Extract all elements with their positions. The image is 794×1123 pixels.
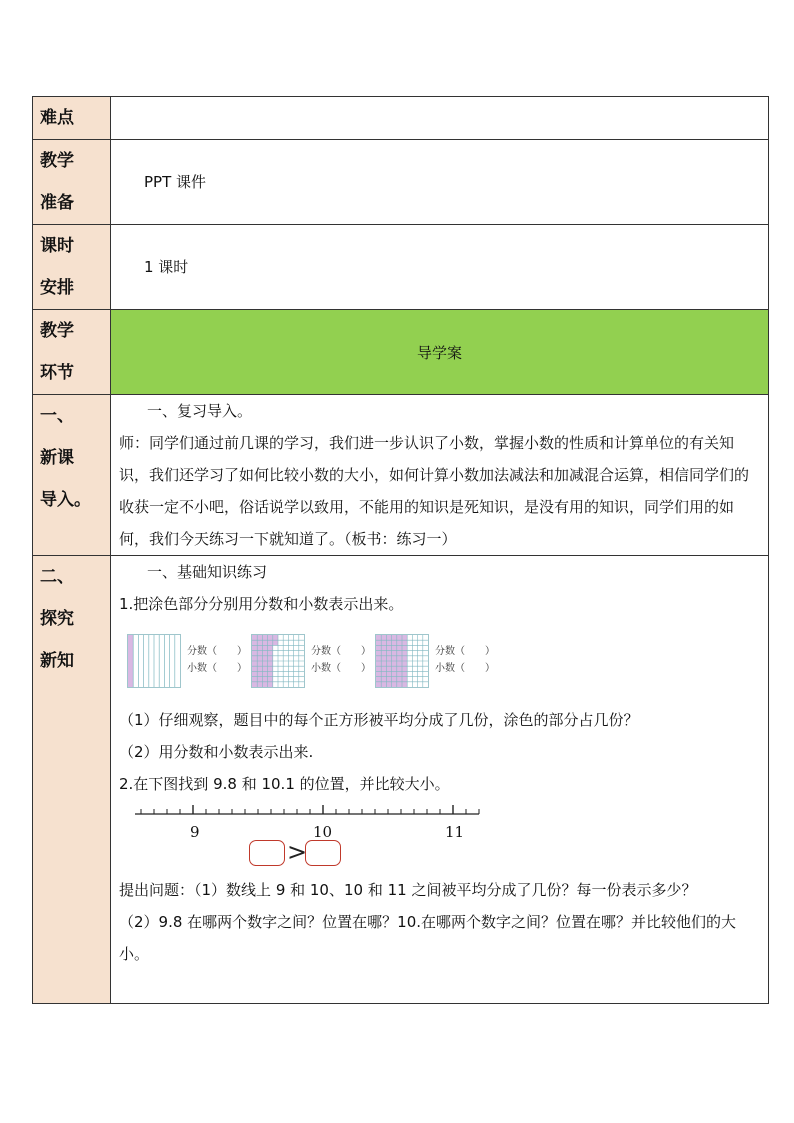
shaded-cell (386, 666, 391, 671)
shaded-cell (386, 671, 391, 676)
compare-area (249, 840, 359, 870)
shaded-cell (376, 651, 381, 656)
shaded-cell (252, 682, 257, 687)
label-stage: 教学 环节 (33, 310, 111, 395)
shaded-cell (381, 656, 386, 661)
shaded-cell (402, 640, 407, 645)
shaded-cell (268, 661, 273, 666)
shaded-cell (392, 661, 397, 666)
shaded-cell (386, 645, 391, 650)
question-3: 提出问题：（1）数线上 9 和 10、10 和 11 之间被平均分成了几份？每一份表示多少？ (119, 881, 697, 899)
shaded-cell (376, 671, 381, 676)
shaded-cell (252, 677, 257, 682)
grid-2-decimal-label: 小数（ ） (311, 663, 371, 674)
shaded-cell (262, 682, 267, 687)
shaded-cell (376, 635, 381, 640)
greater-than-symbol: > (287, 838, 308, 866)
shaded-cell (397, 651, 402, 656)
shaded-cell (386, 640, 391, 645)
shaded-cell (252, 661, 257, 666)
shaded-cell (392, 671, 397, 676)
label-schedule: 课时 安排 (33, 225, 111, 310)
shaded-cell (376, 666, 381, 671)
shaded-cell (392, 635, 397, 640)
shaded-cell (392, 645, 397, 650)
shaded-cell (397, 645, 402, 650)
shaded-cell (386, 661, 391, 666)
shaded-cell (381, 671, 386, 676)
shaded-cell (386, 677, 391, 682)
shaded-cell (268, 635, 273, 640)
shaded-cell (402, 661, 407, 666)
shaded-cell (397, 656, 402, 661)
shaded-cell (392, 666, 397, 671)
shaded-cell (376, 677, 381, 682)
shaded-cell (268, 671, 273, 676)
label-difficulty: 难点 (33, 97, 111, 140)
shaded-cell (392, 640, 397, 645)
shaded-cell (262, 677, 267, 682)
shaded-cell (402, 651, 407, 656)
shaded-cell (252, 666, 257, 671)
shaded-cell (268, 645, 273, 650)
shaded-cell (262, 656, 267, 661)
shaded-cell (252, 645, 257, 650)
grid-3-fraction-label: 分数（ ） (435, 646, 495, 657)
shaded-cell (268, 651, 273, 656)
grid-square-1 (127, 634, 181, 688)
number-line-figure (119, 800, 760, 874)
shaded-cell (386, 651, 391, 656)
grid-figure (119, 624, 760, 696)
shaded-cell (376, 682, 381, 687)
label-intro: 一、 新课 导入。 (33, 395, 111, 556)
prep-content: PPT 课件 (111, 140, 769, 225)
shaded-cell (257, 651, 262, 656)
shaded-cell (402, 666, 407, 671)
shaded-cell (262, 645, 267, 650)
shaded-cell (386, 635, 391, 640)
intro-heading: 一、复习导入。 (147, 402, 253, 420)
shaded-cell (252, 651, 257, 656)
shaded-cell (262, 661, 267, 666)
shaded-cell (257, 645, 262, 650)
compare-box-right[interactable] (305, 840, 341, 866)
shaded-cell (257, 656, 262, 661)
grid-1-fraction-label: 分数（ ） (187, 646, 247, 657)
number-line-label-9: 9 (190, 823, 200, 841)
shaded-cell (262, 635, 267, 640)
shaded-cell (376, 661, 381, 666)
explore-content (111, 556, 769, 1004)
schedule-content: 1 课时 (111, 225, 769, 310)
shaded-cell (386, 682, 391, 687)
number-line-label-10: 10 (313, 823, 333, 841)
shaded-cell (268, 682, 273, 687)
shaded-cell (257, 640, 262, 645)
question-1: 1.把涂色部分分别用分数和小数表示出来。 (119, 595, 404, 613)
shaded-cell (402, 682, 407, 687)
shaded-strip (128, 635, 133, 687)
label-explore: 二、 探究 新知 (33, 556, 111, 1004)
shaded-cell (402, 635, 407, 640)
shaded-cell (268, 640, 273, 645)
shaded-cell (402, 671, 407, 676)
difficulty-content (111, 97, 769, 140)
shaded-cell (392, 677, 397, 682)
shaded-cell (262, 671, 267, 676)
shaded-cell (397, 677, 402, 682)
shaded-cell (257, 666, 262, 671)
question-1b: （2）用分数和小数表示出来. (119, 743, 314, 761)
shaded-cell (381, 645, 386, 650)
number-line (133, 800, 483, 840)
grid-1-decimal-label: 小数（ ） (187, 663, 247, 674)
shaded-cell (273, 635, 278, 640)
shaded-cell (381, 635, 386, 640)
shaded-cell (252, 640, 257, 645)
question-1a: （1）仔细观察，题目中的每个正方形被平均分成了几份，涂色的部分占几份？ (119, 711, 639, 729)
shaded-cell (381, 661, 386, 666)
intro-paragraph: 师：同学们通过前几课的学习，我们进一步认识了小数，掌握小数的性质和计算单位的有关知识，我们还学习了如何比较小数的大小，如何计算小数加法减法和加减混合运算，相信同学们的收获一定不小吧，俗话说学以致用，不能用的知识是死知识，是没有用的知识，同学们用的如何，我们今天练习一下就知道了。（板书：练习一） (119, 434, 750, 548)
shaded-cell (268, 677, 273, 682)
shaded-cell (402, 645, 407, 650)
shaded-cell (397, 666, 402, 671)
shaded-cell (257, 671, 262, 676)
label-prep: 教学 准备 (33, 140, 111, 225)
shaded-cell (397, 671, 402, 676)
shaded-cell (262, 651, 267, 656)
shaded-cell (376, 640, 381, 645)
question-4: （2）9.8 在哪两个数字之间？位置在哪？10.在哪两个数字之间？位置在哪？并比较他们的大小。 (119, 913, 737, 963)
shaded-cell (397, 661, 402, 666)
shaded-cell (262, 640, 267, 645)
shaded-cell (252, 635, 257, 640)
shaded-cell (268, 666, 273, 671)
shaded-cell (376, 656, 381, 661)
shaded-cell (392, 651, 397, 656)
shaded-cell (381, 666, 386, 671)
grid-2-fraction-label: 分数（ ） (311, 646, 371, 657)
shaded-cell (397, 640, 402, 645)
shaded-cell (252, 656, 257, 661)
shaded-cell (381, 651, 386, 656)
grid-3-decimal-label: 小数（ ） (435, 663, 495, 674)
explore-heading: 一、基础知识练习 (147, 563, 268, 581)
shaded-cell (252, 671, 257, 676)
intro-content (111, 395, 769, 556)
shaded-cell (381, 682, 386, 687)
shaded-cell (257, 635, 262, 640)
shaded-cell (257, 661, 262, 666)
shaded-cell (381, 677, 386, 682)
shaded-cell (402, 677, 407, 682)
shaded-cell (376, 645, 381, 650)
stage-content: 导学案 (111, 310, 769, 395)
shaded-cell (392, 656, 397, 661)
shaded-cell (397, 682, 402, 687)
lesson-plan-table (32, 96, 769, 1004)
shaded-cell (257, 677, 262, 682)
shaded-cell (392, 682, 397, 687)
number-line-label-11: 11 (445, 823, 465, 841)
shaded-cell (381, 640, 386, 645)
grid-square-2 (251, 634, 305, 688)
shaded-cell (273, 640, 278, 645)
grid-square-3 (375, 634, 429, 688)
shaded-cell (386, 656, 391, 661)
compare-box-left[interactable] (249, 840, 285, 866)
question-2: 2.在下图找到 9.8 和 10.1 的位置，并比较大小。 (119, 775, 450, 793)
shaded-cell (268, 656, 273, 661)
shaded-cell (262, 666, 267, 671)
shaded-cell (402, 656, 407, 661)
shaded-cell (257, 682, 262, 687)
shaded-cell (397, 635, 402, 640)
